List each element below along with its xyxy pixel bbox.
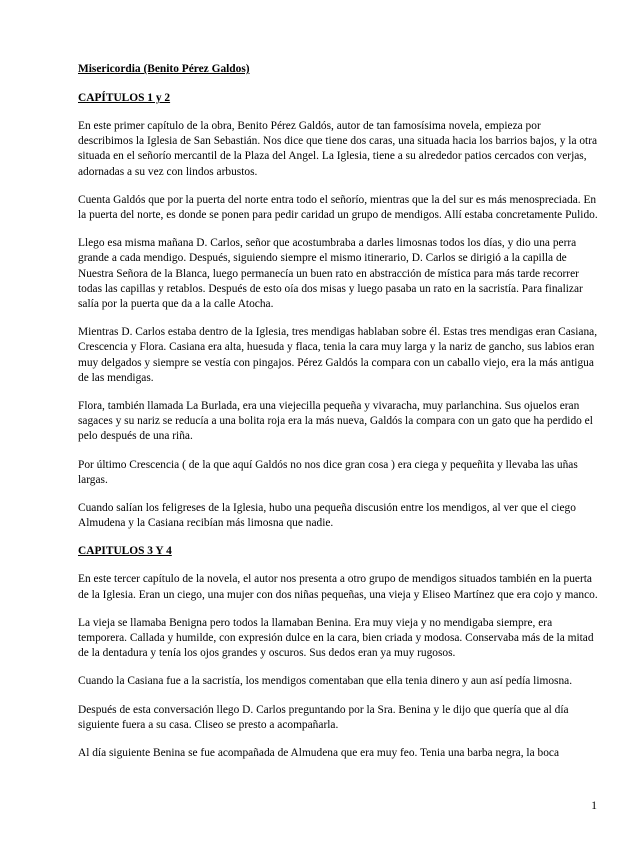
paragraph: Después de esta conversación llego D. Carlos preguntando por la Sra. Benina y le dijo que quería que al día siguiente fuera a su casa. Cliseo se presto a acompañarla. [78, 703, 569, 731]
section-heading-capitulos-1-2: CAPÍTULOS 1 y 2 [78, 92, 171, 104]
section-heading-capitulos-3-4: CAPITULOS 3 Y 4 [78, 545, 172, 558]
paragraph: La vieja se llamaba Benigna pero todos la llamaban Benina. Era muy vieja y no mendigaba siempre, era temporera. Callada y humilde, con expresión dulce en la cara, bien criada y modosa. Conservaba más de la mitad de la dentadura y tenía los ojos grandes y oscuros. Sus dedos eran ya muy rugosos. [78, 616, 594, 660]
document-title: Misericordia (Benito Pérez Galdos) [78, 63, 250, 75]
document-body [78, 62, 598, 774]
paragraph: Flora, también llamada La Burlada, era una viejecilla pequeña y vivaracha, muy parlanchina. Sus ojuelos eran sagaces y su nariz se reducía a una bolita roja era la más nueva, Galdós la compara con un gato que ha perdido el pelo después de una riña. [78, 400, 593, 443]
paragraph: Mientras D. Carlos estaba dentro de la Iglesia, tres mendigas hablaban sobre él. Estas tres mendigas eran Casiana, Crescencia y Flora. Casiana era alta, huesuda y flaca, tenia la cara muy larga y la nariz de gancho, sus labios eran muy delgados y siempre se vestía con pingajos. Pérez Galdós la compara con un caballo viejo, era la más antigua de las mendigas. [78, 326, 598, 384]
paragraph: Llego esa misma mañana D. Carlos, señor que acostumbraba a darles limosnas todos los días, y dio una perra grande a cada mendigo. Después, siguiendo siempre el mismo itinerario, D. Carlos se dirigió a la capilla de Nuestra Señora de la Blanca, luego permanecía un buen rato en abstracción de mística para más tarde recorrer todas las capillas y retablos. Después de esto oía dos misas y luego pasaba un rato en la sacristía. Para finalizar salía por la puerta que da a la calle Atocha. [78, 237, 583, 311]
paragraph: En este primer capítulo de la obra, Benito Pérez Galdós, autor de tan famosísima novela, empieza por describimos la Iglesia de San Sebastián. Nos dice que tiene dos caras, una situada hacia los barrios bajos, y la otra situada en el señorío mercantil de la Plaza del Angel. La Iglesia, tiene a su alrededor patios cercados con verjas, adornadas a su vez con lindos arbustos. [78, 120, 598, 178]
paragraph: Cuenta Galdós que por la puerta del norte entra todo el señorío, mientras que la del sur es más menospreciada. En la puerta del norte, es donde se ponen para pedir caridad un grupo de mendigos. Allí estaba concretamente Pulido. [78, 193, 598, 222]
paragraph: Al día siguiente Benina se fue acompañada de Almudena que era muy feo. Tenia una barba negra, la boca [78, 747, 560, 760]
paragraph: Cuando salían los feligreses de la Iglesia, hubo una pequeña discusión entre los mendigos, al ver que el ciego Almudena y la Casiana recibían más limosna que nadie. [78, 502, 576, 530]
page-number: 1 [591, 800, 597, 812]
paragraph: Cuando la Casiana fue a la sacristía, los mendigos comentaban que ella tenia dinero y aun así pedía limosna. [78, 675, 573, 688]
paragraph: Por último Crescencia ( de la que aquí Galdós no nos dice gran cosa ) era ciega y pequeñita y llevaba las uñas largas. [78, 458, 578, 486]
paragraph: En este tercer capítulo de la novela, el autor nos presenta a otro grupo de mendigos situados también en la puerta de la Iglesia. Eran un ciego, una mujer con dos niñas pequeñas, una vieja y Eliseo Martínez que era cojo y manco. [78, 573, 598, 601]
